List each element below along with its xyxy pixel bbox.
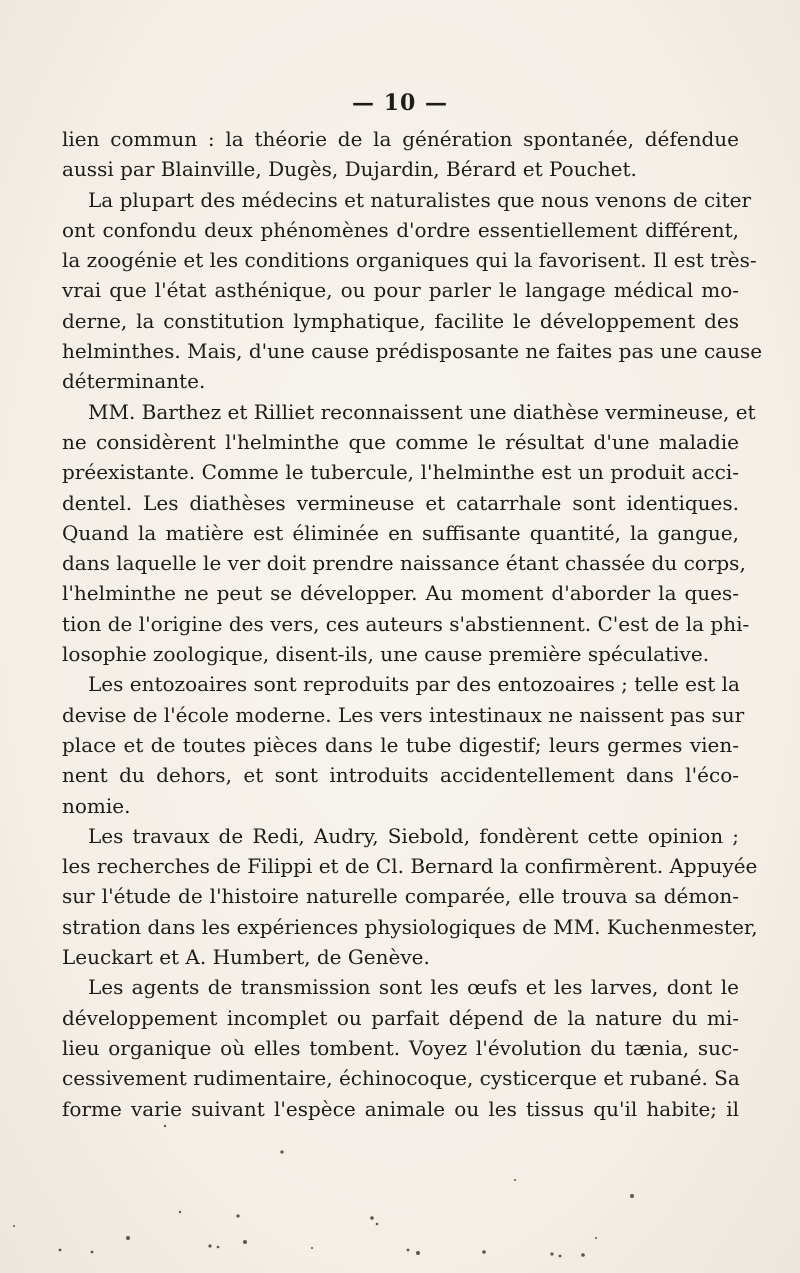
text-line: Les travaux de Redi, Audry, Siebold, fondèrent cette opinion ;	[88, 823, 739, 848]
text-line: dentel. Les diathèses vermineuse et catarrhale sont identiques.	[62, 490, 739, 515]
text-line: vrai que l'état asthénique, ou pour parler le langage médical mo-	[62, 278, 739, 303]
text-line: ont confondu deux phénomènes d'ordre essentiellement différent,	[62, 217, 739, 242]
text-line: Leuckart et A. Humbert, de Genève.	[62, 945, 430, 970]
text-line: tion de l'origine des vers, ces auteurs s'abstiennent. C'est de la phi-	[62, 611, 750, 636]
text-line: aussi par Blainville, Dugès, Dujardin, Bérard et Pouchet.	[62, 157, 637, 182]
text-line: la zoogénie et les conditions organiques qui la favorisent. Il est très-	[62, 248, 757, 273]
text-line: lien commun : la théorie de la génération spontanée, défendue	[62, 127, 739, 151]
text-line: ne considèrent l'helminthe que comme le résultat d'une maladie	[62, 429, 739, 454]
text-line: nent du dehors, et sont introduits accidentellement dans l'éco-	[62, 763, 739, 788]
text-line: préexistante. Comme le tubercule, l'helminthe est un produit acci-	[62, 460, 739, 485]
text-line: derne, la constitution lymphatique, facilite le développement des	[62, 308, 739, 333]
body-text	[62, 124, 763, 1124]
text-line: helminthes. Mais, d'une cause prédisposante ne faites pas une cause	[62, 339, 763, 364]
text-line: dans laquelle le ver doit prendre naissance étant chassée du corps,	[62, 551, 746, 576]
text-line: lieu organique où elles tombent. Voyez l'évolution du tænia, suc-	[62, 1035, 739, 1060]
text-line: place et de toutes pièces dans le tube digestif; leurs germes vien-	[62, 732, 739, 757]
text-line: l'helminthe ne peut se développer. Au moment d'aborder la ques-	[62, 581, 739, 606]
text-line: losophie zoologique, disent-ils, une cause première spéculative.	[62, 642, 710, 667]
text-line: Quand la matière est éliminée en suffisante quantité, la gangue,	[62, 520, 739, 545]
text-line: nomie.	[62, 793, 131, 818]
text-line: devise de l'école moderne. Les vers intestinaux ne naissent pas sur	[62, 702, 745, 727]
text-line: Les agents de transmission sont les œufs et les larves, dont le	[88, 975, 739, 1000]
text-line: MM. Barthez et Rilliet reconnaissent une diathèse vermineuse, et	[88, 399, 756, 424]
text-line: stration dans les expériences physiologiques de MM. Kuchenmester,	[62, 914, 758, 939]
text-line: cessivement rudimentaire, échinocoque, cysticerque et rubané. Sa	[62, 1066, 740, 1091]
text-line: Les entozoaires sont reproduits par des entozoaires ; telle est la	[88, 672, 740, 697]
text-line: déterminante.	[62, 369, 206, 394]
text-line: La plupart des médecins et naturalistes que nous venons de citer	[88, 187, 751, 212]
text-line: forme varie suivant l'espèce animale ou les tissus qu'il habite; il	[62, 1096, 739, 1121]
paper-specks	[0, 1120, 800, 1273]
page-number: — 10 —	[352, 90, 448, 116]
text-line: sur l'étude de l'histoire naturelle comparée, elle trouva sa démon-	[62, 884, 739, 909]
text-line: les recherches de Filippi et de Cl. Bernard la confirmèrent. Appuyée	[62, 854, 758, 879]
text-line: développement incomplet ou parfait dépend de la nature du mi-	[62, 1005, 739, 1030]
